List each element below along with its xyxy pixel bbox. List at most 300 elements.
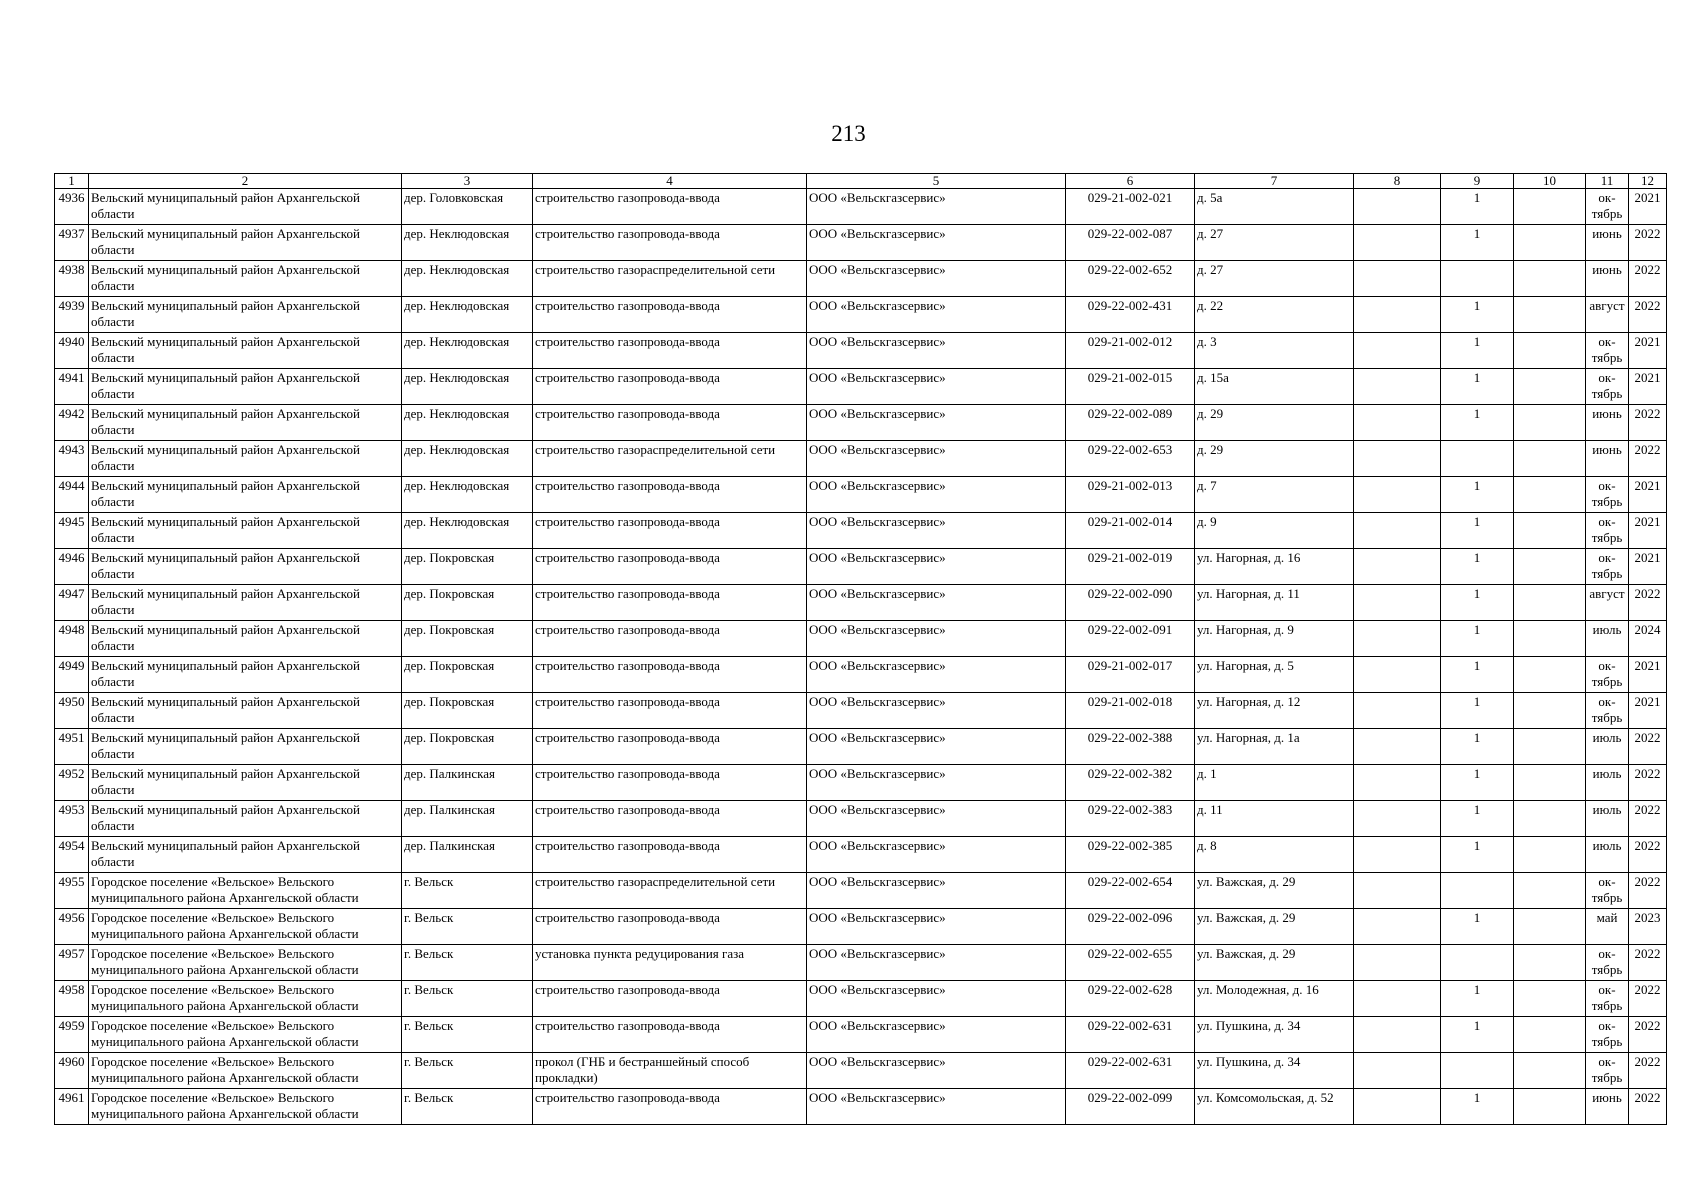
- municipality-cell: Вельский муниципальный район Архангельской области: [89, 657, 402, 693]
- row-number: 4952: [55, 765, 89, 801]
- row-number: 4936: [55, 189, 89, 225]
- locality-cell: дер. Неклюдовская: [402, 261, 533, 297]
- code-cell: 029-22-002-631: [1066, 1053, 1195, 1089]
- column-10-cell: [1514, 225, 1586, 261]
- count-cell: 1: [1441, 909, 1514, 945]
- column-header-8: 8: [1354, 174, 1441, 189]
- code-cell: 029-22-002-096: [1066, 909, 1195, 945]
- municipality-cell: Вельский муниципальный район Архангельской области: [89, 765, 402, 801]
- table-row: [55, 1089, 1667, 1125]
- month-cell: июль: [1586, 765, 1629, 801]
- column-8-cell: [1354, 369, 1441, 405]
- table-row: [55, 261, 1667, 297]
- municipality-cell: Вельский муниципальный район Архангельской области: [89, 369, 402, 405]
- work-type-cell: строительство газопровода-ввода: [533, 297, 807, 333]
- column-10-cell: [1514, 261, 1586, 297]
- organization-cell: ООО «Вельскгазсервис»: [807, 225, 1066, 261]
- work-type-cell: строительство газопровода-ввода: [533, 765, 807, 801]
- address-cell: д. 11: [1195, 801, 1354, 837]
- address-cell: ул. Важская, д. 29: [1195, 873, 1354, 909]
- address-cell: ул. Молодежная, д. 16: [1195, 981, 1354, 1017]
- month-cell: ок-тябрь: [1586, 369, 1629, 405]
- count-cell: 1: [1441, 225, 1514, 261]
- year-cell: 2021: [1629, 477, 1667, 513]
- municipality-cell: Вельский муниципальный район Архангельской области: [89, 837, 402, 873]
- organization-cell: ООО «Вельскгазсервис»: [807, 1053, 1066, 1089]
- column-10-cell: [1514, 585, 1586, 621]
- count-cell: 1: [1441, 729, 1514, 765]
- code-cell: 029-22-002-631: [1066, 1017, 1195, 1053]
- year-cell: 2022: [1629, 837, 1667, 873]
- code-cell: 029-22-002-089: [1066, 405, 1195, 441]
- year-cell: 2022: [1629, 765, 1667, 801]
- column-10-cell: [1514, 549, 1586, 585]
- column-8-cell: [1354, 477, 1441, 513]
- count-cell: 1: [1441, 549, 1514, 585]
- column-header-7: 7: [1195, 174, 1354, 189]
- count-cell: 1: [1441, 621, 1514, 657]
- month-cell: ок-тябрь: [1586, 477, 1629, 513]
- organization-cell: ООО «Вельскгазсервис»: [807, 765, 1066, 801]
- address-cell: ул. Нагорная, д. 5: [1195, 657, 1354, 693]
- column-10-cell: [1514, 621, 1586, 657]
- table-row: [55, 909, 1667, 945]
- month-cell: июнь: [1586, 261, 1629, 297]
- year-cell: 2021: [1629, 549, 1667, 585]
- work-type-cell: строительство газопровода-ввода: [533, 837, 807, 873]
- row-number: 4945: [55, 513, 89, 549]
- work-type-cell: строительство газопровода-ввода: [533, 477, 807, 513]
- locality-cell: дер. Неклюдовская: [402, 441, 533, 477]
- month-cell: июль: [1586, 801, 1629, 837]
- row-number: 4942: [55, 405, 89, 441]
- column-8-cell: [1354, 585, 1441, 621]
- column-8-cell: [1354, 693, 1441, 729]
- locality-cell: г. Вельск: [402, 1017, 533, 1053]
- column-8-cell: [1354, 873, 1441, 909]
- year-cell: 2021: [1629, 189, 1667, 225]
- table-row: [55, 981, 1667, 1017]
- column-header-1: 1: [55, 174, 89, 189]
- table-row: [55, 1053, 1667, 1089]
- year-cell: 2022: [1629, 225, 1667, 261]
- row-number: 4957: [55, 945, 89, 981]
- address-cell: ул. Комсомольская, д. 52: [1195, 1089, 1354, 1125]
- year-cell: 2023: [1629, 909, 1667, 945]
- work-type-cell: строительство газопровода-ввода: [533, 225, 807, 261]
- table-row: [55, 333, 1667, 369]
- year-cell: 2021: [1629, 369, 1667, 405]
- organization-cell: ООО «Вельскгазсервис»: [807, 1017, 1066, 1053]
- row-number: 4959: [55, 1017, 89, 1053]
- month-cell: май: [1586, 909, 1629, 945]
- work-type-cell: строительство газопровода-ввода: [533, 513, 807, 549]
- row-number: 4950: [55, 693, 89, 729]
- address-cell: ул. Нагорная, д. 1а: [1195, 729, 1354, 765]
- locality-cell: дер. Неклюдовская: [402, 369, 533, 405]
- table-row: [55, 621, 1667, 657]
- column-10-cell: [1514, 405, 1586, 441]
- locality-cell: дер. Неклюдовская: [402, 513, 533, 549]
- count-cell: 1: [1441, 513, 1514, 549]
- municipality-cell: Городское поселение «Вельское» Вельского муниципального района Архангельской области: [89, 1053, 402, 1089]
- column-10-cell: [1514, 765, 1586, 801]
- municipality-cell: Вельский муниципальный район Архангельской области: [89, 405, 402, 441]
- municipality-cell: Городское поселение «Вельское» Вельского муниципального района Архангельской области: [89, 873, 402, 909]
- address-cell: ул. Пушкина, д. 34: [1195, 1053, 1354, 1089]
- year-cell: 2021: [1629, 333, 1667, 369]
- address-cell: ул. Нагорная, д. 9: [1195, 621, 1354, 657]
- column-header-6: 6: [1066, 174, 1195, 189]
- address-cell: д. 7: [1195, 477, 1354, 513]
- year-cell: 2021: [1629, 657, 1667, 693]
- column-10-cell: [1514, 1089, 1586, 1125]
- page-number: 213: [831, 121, 866, 146]
- count-cell: 1: [1441, 189, 1514, 225]
- locality-cell: дер. Неклюдовская: [402, 225, 533, 261]
- locality-cell: дер. Покровская: [402, 729, 533, 765]
- work-type-cell: строительство газопровода-ввода: [533, 369, 807, 405]
- column-8-cell: [1354, 765, 1441, 801]
- month-cell: июнь: [1586, 1089, 1629, 1125]
- count-cell: 1: [1441, 1017, 1514, 1053]
- work-type-cell: строительство газопровода-ввода: [533, 1017, 807, 1053]
- municipality-cell: Вельский муниципальный район Архангельской области: [89, 585, 402, 621]
- count-cell: 1: [1441, 297, 1514, 333]
- table-row: [55, 1017, 1667, 1053]
- organization-cell: ООО «Вельскгазсервис»: [807, 369, 1066, 405]
- locality-cell: г. Вельск: [402, 945, 533, 981]
- work-type-cell: строительство газопровода-ввода: [533, 189, 807, 225]
- municipality-cell: Вельский муниципальный район Архангельской области: [89, 549, 402, 585]
- count-cell: [1441, 1053, 1514, 1089]
- year-cell: 2022: [1629, 873, 1667, 909]
- month-cell: июль: [1586, 621, 1629, 657]
- count-cell: 1: [1441, 765, 1514, 801]
- row-number: 4943: [55, 441, 89, 477]
- month-cell: июнь: [1586, 441, 1629, 477]
- work-type-cell: установка пункта редуцирования газа: [533, 945, 807, 981]
- column-8-cell: [1354, 297, 1441, 333]
- locality-cell: дер. Покровская: [402, 621, 533, 657]
- code-cell: 029-21-002-021: [1066, 189, 1195, 225]
- address-cell: ул. Нагорная, д. 12: [1195, 693, 1354, 729]
- column-10-cell: [1514, 945, 1586, 981]
- organization-cell: ООО «Вельскгазсервис»: [807, 981, 1066, 1017]
- organization-cell: ООО «Вельскгазсервис»: [807, 549, 1066, 585]
- organization-cell: ООО «Вельскгазсервис»: [807, 909, 1066, 945]
- code-cell: 029-22-002-652: [1066, 261, 1195, 297]
- column-10-cell: [1514, 729, 1586, 765]
- address-cell: д. 29: [1195, 441, 1354, 477]
- code-cell: 029-21-002-017: [1066, 657, 1195, 693]
- row-number: 4940: [55, 333, 89, 369]
- column-10-cell: [1514, 189, 1586, 225]
- column-8-cell: [1354, 189, 1441, 225]
- count-cell: 1: [1441, 333, 1514, 369]
- municipality-cell: Городское поселение «Вельское» Вельского муниципального района Архангельской области: [89, 945, 402, 981]
- work-type-cell: прокол (ГНБ и бестраншейный способ прокладки): [533, 1053, 807, 1089]
- municipality-cell: Вельский муниципальный район Архангельской области: [89, 261, 402, 297]
- row-number: 4954: [55, 837, 89, 873]
- municipality-cell: Городское поселение «Вельское» Вельского муниципального района Архангельской области: [89, 1017, 402, 1053]
- municipality-cell: Вельский муниципальный район Архангельской области: [89, 801, 402, 837]
- row-number: 4946: [55, 549, 89, 585]
- table-row: [55, 585, 1667, 621]
- month-cell: ок-тябрь: [1586, 657, 1629, 693]
- table-row: [55, 657, 1667, 693]
- address-cell: д. 27: [1195, 261, 1354, 297]
- column-10-cell: [1514, 513, 1586, 549]
- count-cell: [1441, 441, 1514, 477]
- locality-cell: г. Вельск: [402, 873, 533, 909]
- column-10-cell: [1514, 1017, 1586, 1053]
- organization-cell: ООО «Вельскгазсервис»: [807, 729, 1066, 765]
- column-8-cell: [1354, 801, 1441, 837]
- municipality-cell: Вельский муниципальный район Архангельской области: [89, 297, 402, 333]
- address-cell: д. 9: [1195, 513, 1354, 549]
- year-cell: 2022: [1629, 441, 1667, 477]
- column-header-10: 10: [1514, 174, 1586, 189]
- column-header-9: 9: [1441, 174, 1514, 189]
- code-cell: 029-21-002-012: [1066, 333, 1195, 369]
- row-number: 4948: [55, 621, 89, 657]
- month-cell: июнь: [1586, 405, 1629, 441]
- row-number: 4941: [55, 369, 89, 405]
- month-cell: ок-тябрь: [1586, 981, 1629, 1017]
- organization-cell: ООО «Вельскгазсервис»: [807, 333, 1066, 369]
- column-header-2: 2: [89, 174, 402, 189]
- locality-cell: г. Вельск: [402, 909, 533, 945]
- count-cell: 1: [1441, 837, 1514, 873]
- count-cell: 1: [1441, 477, 1514, 513]
- year-cell: 2022: [1629, 981, 1667, 1017]
- municipality-cell: Вельский муниципальный район Архангельской области: [89, 693, 402, 729]
- organization-cell: ООО «Вельскгазсервис»: [807, 945, 1066, 981]
- code-cell: 029-22-002-654: [1066, 873, 1195, 909]
- organization-cell: ООО «Вельскгазсервис»: [807, 657, 1066, 693]
- column-10-cell: [1514, 693, 1586, 729]
- organization-cell: ООО «Вельскгазсервис»: [807, 693, 1066, 729]
- work-type-cell: строительство газопровода-ввода: [533, 801, 807, 837]
- column-10-cell: [1514, 801, 1586, 837]
- month-cell: июль: [1586, 729, 1629, 765]
- locality-cell: дер. Палкинская: [402, 837, 533, 873]
- organization-cell: ООО «Вельскгазсервис»: [807, 873, 1066, 909]
- column-10-cell: [1514, 477, 1586, 513]
- month-cell: ок-тябрь: [1586, 333, 1629, 369]
- column-header-5: 5: [807, 174, 1066, 189]
- code-cell: 029-21-002-013: [1066, 477, 1195, 513]
- address-cell: д. 3: [1195, 333, 1354, 369]
- organization-cell: ООО «Вельскгазсервис»: [807, 621, 1066, 657]
- month-cell: ок-тябрь: [1586, 873, 1629, 909]
- row-number: 4955: [55, 873, 89, 909]
- municipality-cell: Вельский муниципальный район Архангельской области: [89, 441, 402, 477]
- row-number: 4958: [55, 981, 89, 1017]
- column-number-header-row: [55, 174, 1667, 189]
- code-cell: 029-22-002-385: [1066, 837, 1195, 873]
- row-number: 4944: [55, 477, 89, 513]
- count-cell: [1441, 261, 1514, 297]
- month-cell: июнь: [1586, 225, 1629, 261]
- column-8-cell: [1354, 729, 1441, 765]
- month-cell: август: [1586, 297, 1629, 333]
- table-body: [55, 189, 1667, 1125]
- locality-cell: г. Вельск: [402, 1053, 533, 1089]
- work-type-cell: строительство газопровода-ввода: [533, 729, 807, 765]
- code-cell: 029-21-002-015: [1066, 369, 1195, 405]
- code-cell: 029-22-002-382: [1066, 765, 1195, 801]
- address-cell: д. 29: [1195, 405, 1354, 441]
- year-cell: 2022: [1629, 1017, 1667, 1053]
- table-row: [55, 837, 1667, 873]
- table-row: [55, 297, 1667, 333]
- address-cell: д. 8: [1195, 837, 1354, 873]
- work-type-cell: строительство газораспределительной сети: [533, 441, 807, 477]
- code-cell: 029-22-002-091: [1066, 621, 1195, 657]
- address-cell: ул. Нагорная, д. 11: [1195, 585, 1354, 621]
- work-type-cell: строительство газопровода-ввода: [533, 549, 807, 585]
- year-cell: 2021: [1629, 513, 1667, 549]
- work-type-cell: строительство газопровода-ввода: [533, 621, 807, 657]
- work-type-cell: строительство газопровода-ввода: [533, 405, 807, 441]
- year-cell: 2022: [1629, 1053, 1667, 1089]
- column-10-cell: [1514, 837, 1586, 873]
- locality-cell: дер. Покровская: [402, 585, 533, 621]
- month-cell: ок-тябрь: [1586, 693, 1629, 729]
- year-cell: 2022: [1629, 945, 1667, 981]
- year-cell: 2022: [1629, 405, 1667, 441]
- organization-cell: ООО «Вельскгазсервис»: [807, 585, 1066, 621]
- column-8-cell: [1354, 549, 1441, 585]
- work-type-cell: строительство газораспределительной сети: [533, 873, 807, 909]
- locality-cell: дер. Покровская: [402, 693, 533, 729]
- column-10-cell: [1514, 1053, 1586, 1089]
- table-row: [55, 225, 1667, 261]
- row-number: 4947: [55, 585, 89, 621]
- row-number: 4961: [55, 1089, 89, 1125]
- count-cell: 1: [1441, 585, 1514, 621]
- table-row: [55, 513, 1667, 549]
- locality-cell: дер. Неклюдовская: [402, 297, 533, 333]
- year-cell: 2022: [1629, 1089, 1667, 1125]
- count-cell: [1441, 873, 1514, 909]
- code-cell: 029-22-002-655: [1066, 945, 1195, 981]
- row-number: 4939: [55, 297, 89, 333]
- column-8-cell: [1354, 945, 1441, 981]
- code-cell: 029-22-002-383: [1066, 801, 1195, 837]
- row-number: 4960: [55, 1053, 89, 1089]
- locality-cell: г. Вельск: [402, 981, 533, 1017]
- locality-cell: дер. Палкинская: [402, 765, 533, 801]
- count-cell: 1: [1441, 981, 1514, 1017]
- organization-cell: ООО «Вельскгазсервис»: [807, 837, 1066, 873]
- municipality-cell: Городское поселение «Вельское» Вельского муниципального района Архангельской области: [89, 909, 402, 945]
- municipality-cell: Вельский муниципальный район Архангельской области: [89, 333, 402, 369]
- column-8-cell: [1354, 657, 1441, 693]
- table-row: [55, 549, 1667, 585]
- work-type-cell: строительство газопровода-ввода: [533, 909, 807, 945]
- row-number: 4956: [55, 909, 89, 945]
- municipality-cell: Городское поселение «Вельское» Вельского муниципального района Архангельской области: [89, 981, 402, 1017]
- column-header-12: 12: [1629, 174, 1667, 189]
- column-10-cell: [1514, 333, 1586, 369]
- column-8-cell: [1354, 1017, 1441, 1053]
- table-row: [55, 945, 1667, 981]
- year-cell: 2022: [1629, 297, 1667, 333]
- work-type-cell: строительство газораспределительной сети: [533, 261, 807, 297]
- table-row: [55, 441, 1667, 477]
- year-cell: 2022: [1629, 729, 1667, 765]
- municipality-cell: Вельский муниципальный район Архангельской области: [89, 729, 402, 765]
- code-cell: 029-22-002-628: [1066, 981, 1195, 1017]
- column-8-cell: [1354, 1089, 1441, 1125]
- column-header-11: 11: [1586, 174, 1629, 189]
- locality-cell: дер. Покровская: [402, 549, 533, 585]
- table-row: [55, 801, 1667, 837]
- month-cell: ок-тябрь: [1586, 513, 1629, 549]
- code-cell: 029-21-002-014: [1066, 513, 1195, 549]
- count-cell: 1: [1441, 369, 1514, 405]
- month-cell: август: [1586, 585, 1629, 621]
- table-row: [55, 729, 1667, 765]
- locality-cell: дер. Головковская: [402, 189, 533, 225]
- month-cell: июль: [1586, 837, 1629, 873]
- municipality-cell: Городское поселение «Вельское» Вельского муниципального района Архангельской области: [89, 1089, 402, 1125]
- organization-cell: ООО «Вельскгазсервис»: [807, 801, 1066, 837]
- organization-cell: ООО «Вельскгазсервис»: [807, 405, 1066, 441]
- address-cell: ул. Нагорная, д. 16: [1195, 549, 1354, 585]
- year-cell: 2024: [1629, 621, 1667, 657]
- work-type-cell: строительство газопровода-ввода: [533, 693, 807, 729]
- work-type-cell: строительство газопровода-ввода: [533, 1089, 807, 1125]
- address-cell: ул. Пушкина, д. 34: [1195, 1017, 1354, 1053]
- table-row: [55, 189, 1667, 225]
- column-8-cell: [1354, 441, 1441, 477]
- organization-cell: ООО «Вельскгазсервис»: [807, 477, 1066, 513]
- address-cell: д. 22: [1195, 297, 1354, 333]
- organization-cell: ООО «Вельскгазсервис»: [807, 297, 1066, 333]
- column-10-cell: [1514, 441, 1586, 477]
- column-8-cell: [1354, 405, 1441, 441]
- municipality-cell: Вельский муниципальный район Архангельской области: [89, 477, 402, 513]
- code-cell: 029-22-002-388: [1066, 729, 1195, 765]
- year-cell: 2022: [1629, 261, 1667, 297]
- column-8-cell: [1354, 621, 1441, 657]
- count-cell: 1: [1441, 657, 1514, 693]
- address-cell: д. 5а: [1195, 189, 1354, 225]
- month-cell: ок-тябрь: [1586, 549, 1629, 585]
- column-8-cell: [1354, 981, 1441, 1017]
- column-10-cell: [1514, 981, 1586, 1017]
- work-type-cell: строительство газопровода-ввода: [533, 657, 807, 693]
- address-cell: д. 27: [1195, 225, 1354, 261]
- column-10-cell: [1514, 873, 1586, 909]
- organization-cell: ООО «Вельскгазсервис»: [807, 441, 1066, 477]
- municipality-cell: Вельский муниципальный район Архангельской области: [89, 513, 402, 549]
- code-cell: 029-21-002-019: [1066, 549, 1195, 585]
- locality-cell: дер. Покровская: [402, 657, 533, 693]
- row-number: 4951: [55, 729, 89, 765]
- count-cell: [1441, 945, 1514, 981]
- code-cell: 029-22-002-099: [1066, 1089, 1195, 1125]
- code-cell: 029-22-002-653: [1066, 441, 1195, 477]
- organization-cell: ООО «Вельскгазсервис»: [807, 513, 1066, 549]
- month-cell: ок-тябрь: [1586, 189, 1629, 225]
- count-cell: 1: [1441, 1089, 1514, 1125]
- address-cell: д. 15а: [1195, 369, 1354, 405]
